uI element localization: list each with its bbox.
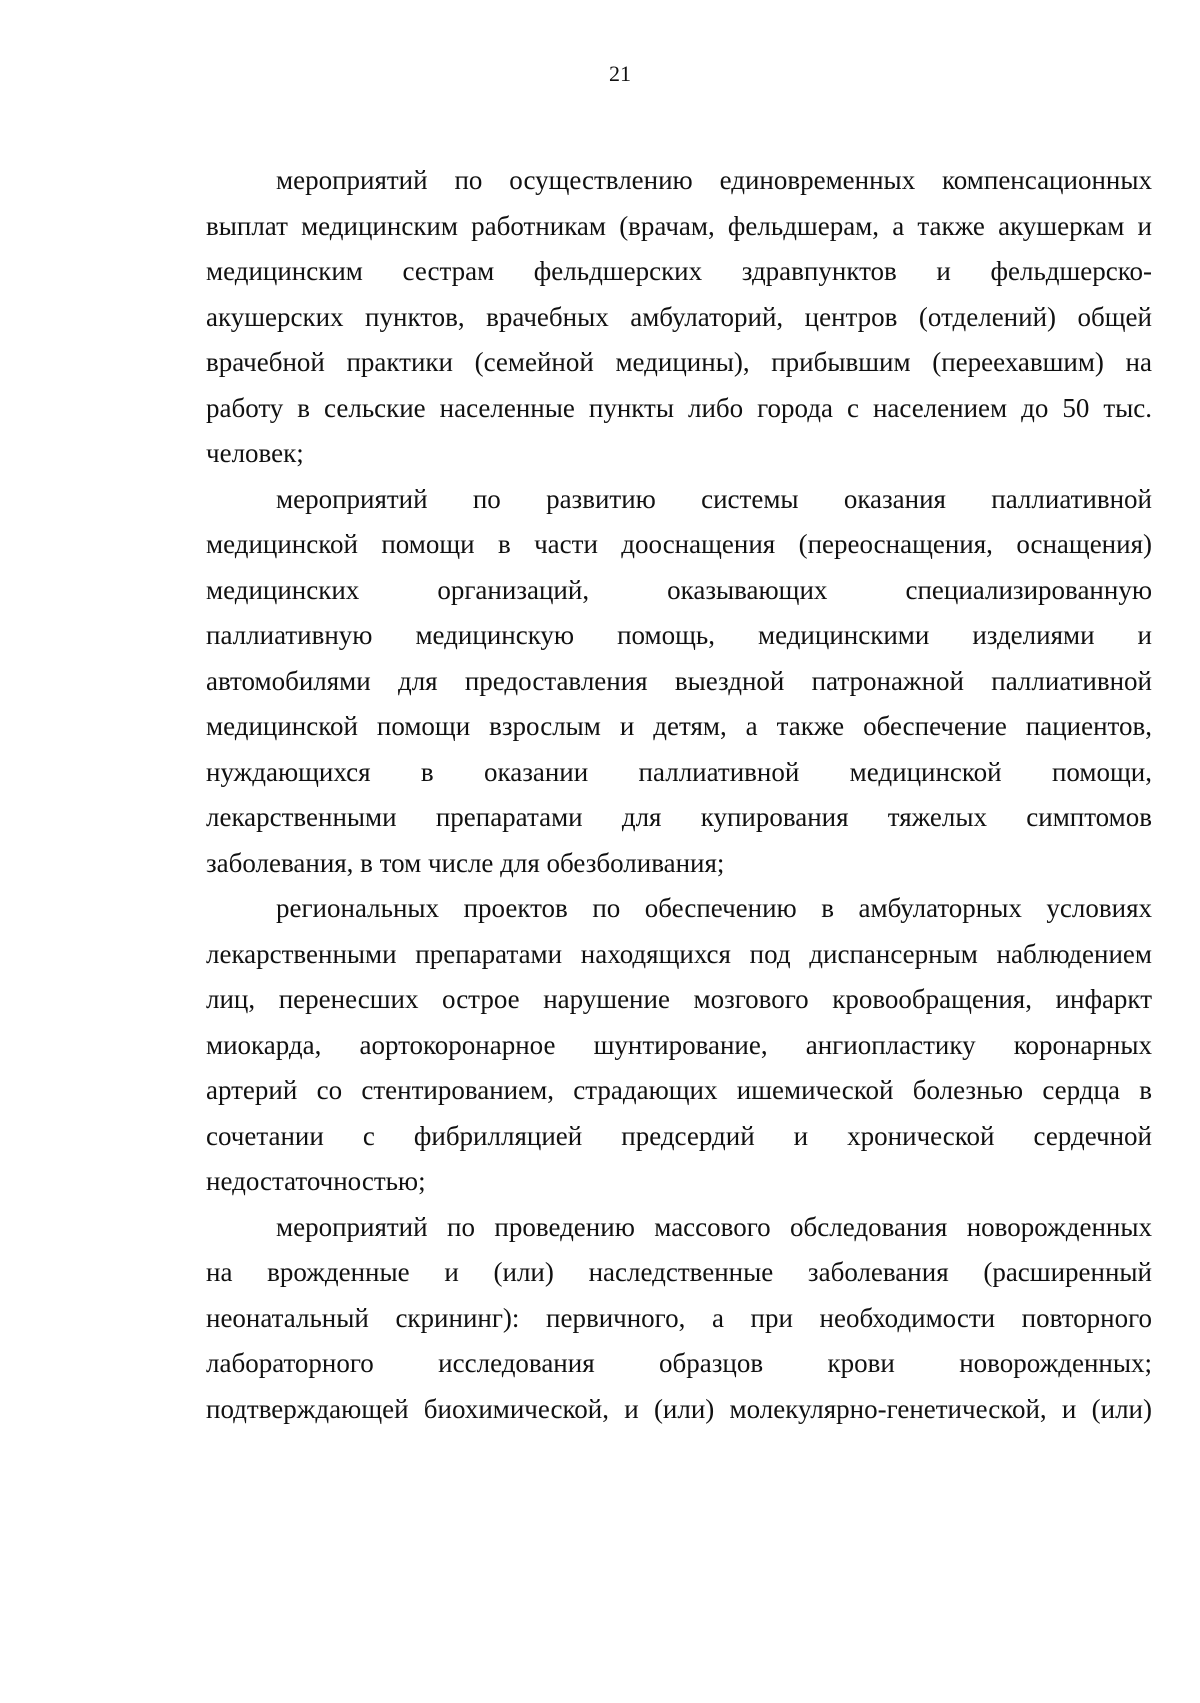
body-text bbox=[206, 158, 1152, 1432]
text-line: лекарственными препаратами находящихся под диспансерным наблюдением bbox=[206, 938, 1152, 969]
text-line: автомобилями для предоставления выездной патронажной паллиативной bbox=[206, 665, 1152, 696]
paragraph-3 bbox=[206, 886, 1152, 1205]
text-line: мероприятий по проведению массового обследования новорожденных bbox=[276, 1211, 1152, 1242]
text-line: заболевания, в том числе для обезболивания; bbox=[206, 847, 725, 878]
paragraph-2 bbox=[206, 477, 1152, 887]
text-line: лекарственными препаратами для купирования тяжелых симптомов bbox=[206, 802, 1152, 832]
paragraph-1 bbox=[206, 158, 1152, 477]
text-line: медицинской помощи в части дооснащения (переоснащения, оснащения) bbox=[206, 529, 1152, 559]
text-line: акушерских пунктов, врачебных амбулаторий, центров (отделений) общей bbox=[206, 301, 1152, 332]
text-line: на врожденные и (или) наследственные заболевания (расширенный bbox=[206, 1257, 1152, 1287]
text-line: врачебной практики (семейной медицины), прибывшим (переехавшим) на bbox=[206, 347, 1152, 377]
text-line: мероприятий по развитию системы оказания паллиативной bbox=[276, 483, 1152, 514]
text-line: человек; bbox=[206, 438, 304, 468]
text-line: миокарда, аортокоронарное шунтирование, ангиопластику коронарных bbox=[206, 1029, 1152, 1060]
text-line: лиц, перенесших острое нарушение мозгового кровообращения, инфаркт bbox=[206, 984, 1152, 1014]
text-line: медицинской помощи взрослым и детям, а также обеспечение пациентов, bbox=[206, 711, 1152, 741]
text-line: неонатальный скрининг): первичного, а при необходимости повторного bbox=[206, 1302, 1152, 1333]
text-line: артерий со стентированием, страдающих ишемической болезнью сердца в bbox=[206, 1075, 1152, 1105]
text-line: сочетании с фибрилляцией предсердий и хронической сердечной bbox=[206, 1120, 1152, 1151]
text-line: нуждающихся в оказании паллиативной медицинской помощи, bbox=[206, 756, 1152, 787]
text-line: региональных проектов по обеспечению в амбулаторных условиях bbox=[276, 893, 1152, 923]
page-number: 21 bbox=[609, 61, 631, 86]
text-line: паллиативную медицинскую помощь, медицинскими изделиями и bbox=[206, 620, 1152, 650]
text-line: подтверждающей биохимической, и (или) молекулярно-генетической, и (или) bbox=[206, 1393, 1152, 1424]
text-line: мероприятий по осуществлению единовременных компенсационных bbox=[276, 165, 1152, 195]
text-line: работу в сельские населенные пункты либо города с населением до 50 тыс. bbox=[206, 392, 1152, 423]
paragraph-4 bbox=[206, 1205, 1152, 1433]
text-line: лабораторного исследования образцов крови новорожденных; bbox=[206, 1348, 1152, 1378]
text-line: медицинским сестрам фельдшерских здравпунктов и фельдшерско- bbox=[206, 256, 1152, 286]
text-line: медицинских организаций, оказывающих специализированную bbox=[206, 574, 1152, 605]
text-line: недостаточностью; bbox=[206, 1166, 426, 1196]
text-line: выплат медицинским работникам (врачам, фельдшерам, а также акушеркам и bbox=[206, 210, 1152, 241]
